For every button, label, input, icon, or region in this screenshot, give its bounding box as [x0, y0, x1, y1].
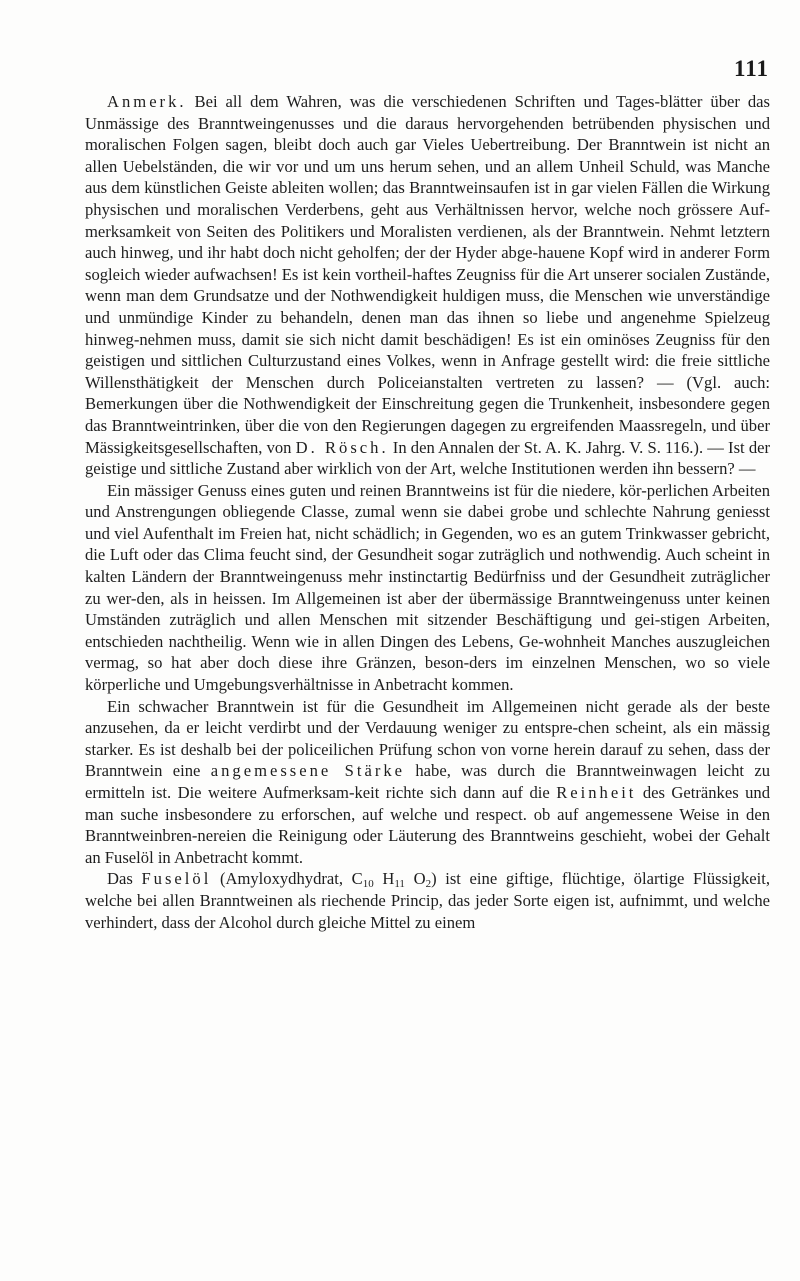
paragraph-strength-purity: [85, 696, 770, 869]
formula-close: ): [431, 869, 437, 889]
fusel-lead: Das: [107, 869, 142, 889]
strength-text-b: habe, was durch die Branntweinwagen leicht zu ermitteln ist. Die weitere Aufmerksam-keit richte sich dann auf die: [85, 761, 770, 802]
fusel-body: ist eine giftige, flüchtige, ölartige Flüssigkeit, welche bei allen Branntweinen als riechende Princip, das jeder Sorte eigen ist, aufnimmt, und welche verhindert, dass der Alcohol durch gleiche Mittel zu einem: [85, 869, 770, 932]
strength-text-a: Ein schwacher Branntwein ist für die Gesundheit im Allgemeinen nicht gerade als der beste anzusehen, da er leicht verdirbt und der Verdauung weniger zu entspre-chen scheint, als ein mässig starker. Es ist deshalb bei der policeilichen Prüfung schon von vorne herein darauf zu sehen, dass der Branntwein eine: [85, 696, 770, 781]
remark-label: Anmerk.: [107, 92, 187, 111]
emphasis-purity: Reinheit: [556, 783, 637, 802]
page-number: 111: [734, 56, 769, 81]
remark-body: Bei all dem Wahren, was die verschiedenen Schriften und Tages-blätter über das Unmässige des Branntweingenusses und die daraus hervorgehenden betrübenden physischen und moralischen Folgen sagen, bleibt doch auch gar Vieles Uebertreibung. Der Branntwein ist nicht an allen Uebelständen, die wir vor und um uns herum sehen, und an allem Unheil Schuld, was Manche aus dem künstlichen Geiste ableiten wollen; das Branntweinsaufen ist in gar vielen Fällen die Wirkung physischen und moralischen Verderbens, geht aus Verhältnissen hervor, welche noch grössere Auf-merksamkeit von Seiten des Politikers und Moralisten verdienen, als der Branntwein. Nehmt letztern auch hinweg, und ihr habt doch nicht geholfen; der der Hyder abge-hauene Kopf wird in anderer Form sogleich wieder aufwachsen! Es ist kein vortheil-haftes Zeugniss für die Art unserer socialen Zustände, wenn man dem Grundsatze und der Nothwendigkeit huldigen muss, die Menschen wie unverständige und unmündige Kinder zu behandeln, denen man das ihnen so liebe und angenehme Spielzeug hinweg-nehmen muss, damit sie sich nicht damit beschädigen! Es ist ein ominöses Zeugniss für den geistigen und sittlichen Culturzustand eines Volkes, wenn in Anfrage gestellt wird: die freie sittliche Willensthätigkeit der Menschen durch Policeianstalten vertreten zu lassen? — (Vgl. auch: Bemerkungen über die Nothwendigkeit der Einschreitung gegen die Trunkenheit, insbesondere gegen das Branntweintrinken, über die von den Regierungen dagegen zu ergreifenden Maassregeln, und über Mässigkeitsgesellschaften, von: [85, 92, 770, 457]
paragraph-remark: [85, 91, 770, 480]
remark-tail: In den Annalen der St. A. K. Jahrg. V. S. 116.). — Ist der geistige und sittliche Zustand aber wirklich von der Art, welche Institutionen werden ihn bessern? —: [85, 437, 771, 479]
formula-sub-carbon: 10: [362, 878, 374, 891]
author-name: D. Rösch.: [295, 437, 389, 457]
emphasis-fusel-oil: Fuselöl: [141, 869, 212, 889]
body-text: [85, 91, 770, 933]
formula-hydrogen: H: [373, 869, 395, 889]
paragraph-fusel-oil: [85, 868, 770, 933]
formula-sub-hydrogen: 11: [394, 878, 405, 891]
formula-oxygen: O: [404, 869, 426, 889]
strength-text-c: des Getränkes und man suche insbesondere zu erforschen, auf welche und respect. ob auf angemessene Weise in den Branntweinbren-nereien die Reinigung oder Läuterung des Branntweins geschieht, wobei der Gehalt an Fuselöl in Anbetracht kommt.: [85, 783, 770, 867]
formula-open: (Amyloxydhydrat, C: [211, 869, 363, 889]
paragraph-moderate-consumption: Ein mässiger Genuss eines guten und reinen Branntweins ist für die niedere, kör-perlichen Arbeiten und Anstrengungen obliegende Classe, zumal wenn sie dabei grobe und schlechte Nahrung geniesst und viel Aufenthalt im Freien hat, nicht schädlich; in Gegenden, wo es an gutem Trinkwasser gebricht, die Luft oder das Clima feucht sind, der Gesundheit sogar zuträglich und nothwendig. Auch scheint in kalten Ländern der Branntweingenuss mehr instinctartig Bedürfniss und der Gesundheit zuträglicher zu wer-den, als in heissen. Im Allgemeinen ist aber der übermässige Branntweingenuss unter keinen Umständen zuträglich und allen Menschen mit sitzender Beschäftigung und gei-stigen Arbeiten, entschieden nachtheilig. Wenn wie in allen Dingen des Lebens, Ge-wohnheit Manches auszugleichen vermag, so hat aber doch diese ihre Gränzen, beson-ders im einzelnen Menschen, wo so viele körperliche und Umgebungsverhältnisse in Anbetracht kommen.: [85, 480, 770, 695]
emphasis-strength: angemessene Stärke: [210, 761, 406, 781]
formula-sub-oxygen: 2: [425, 878, 432, 891]
